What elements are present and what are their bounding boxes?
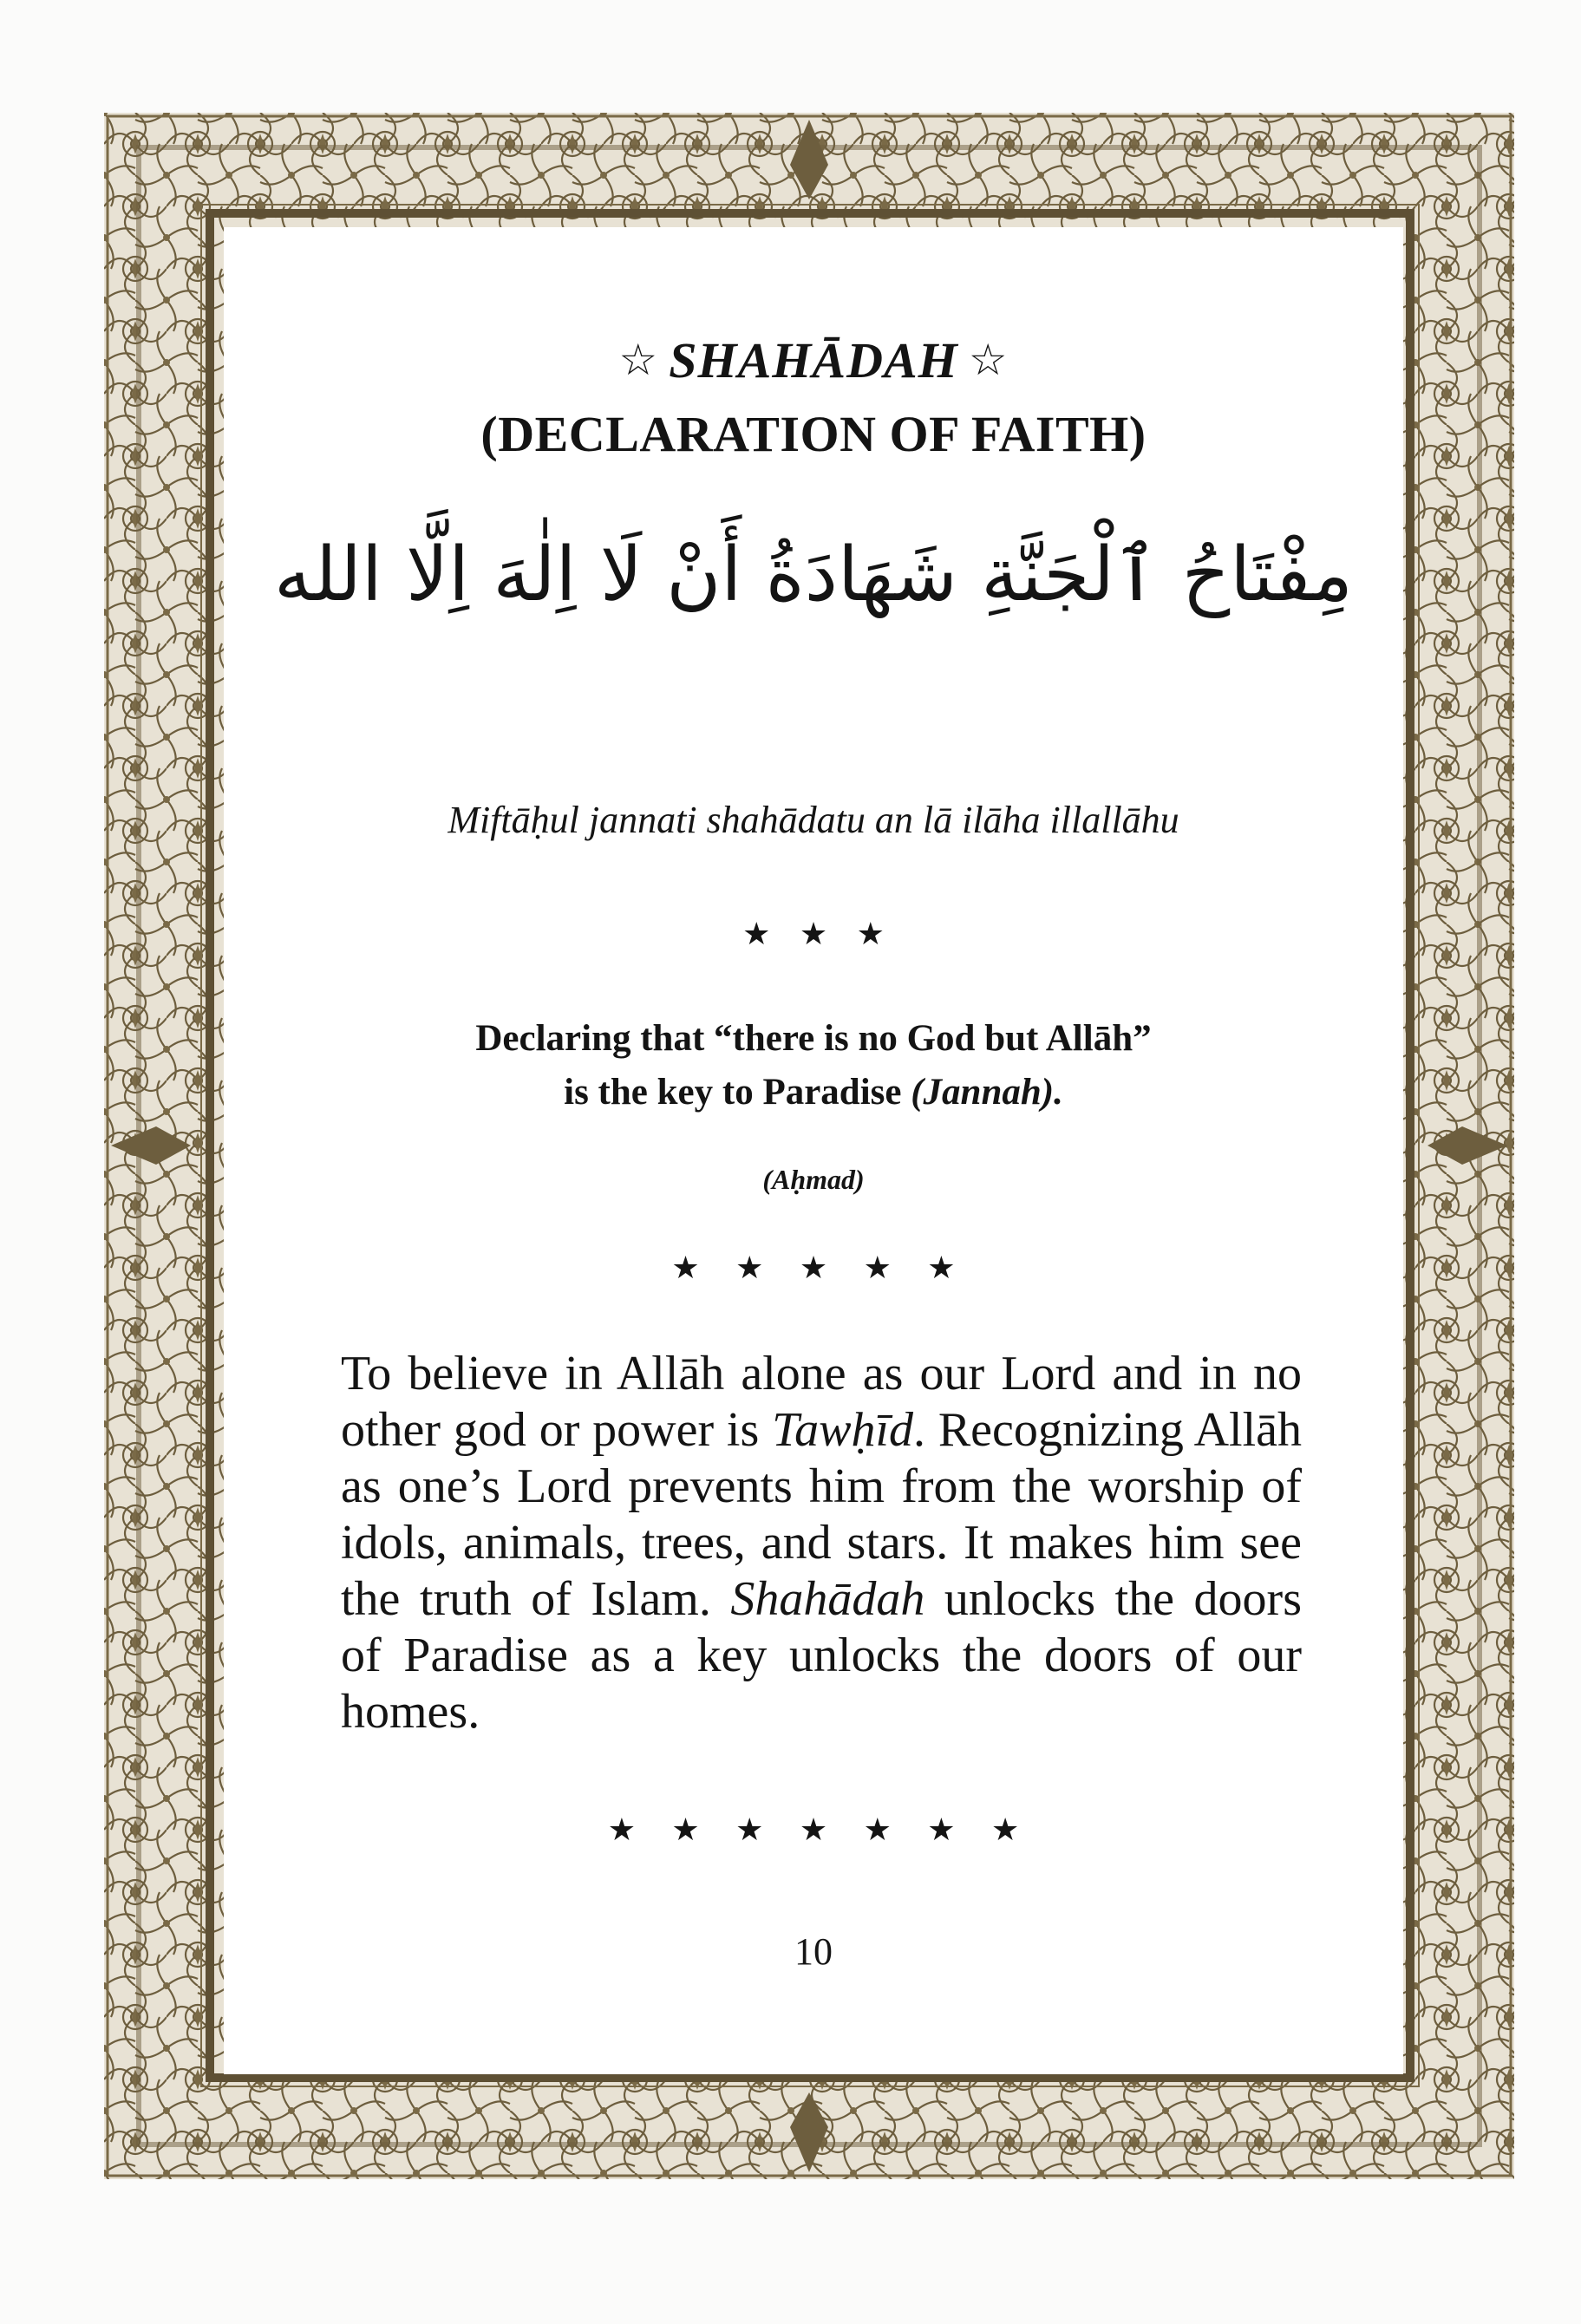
title-text: SHAHĀDAH bbox=[669, 332, 958, 388]
hadith-line-2-text: is the key to Paradise bbox=[564, 1072, 911, 1113]
transliteration: Miftāḥul jannati shahādatu an lā ilāha illallāhu bbox=[448, 799, 1179, 841]
left-star-icon: ☆ bbox=[618, 336, 659, 384]
page-content bbox=[224, 227, 1403, 2074]
star-divider-five: ★ ★ ★ ★ ★ bbox=[671, 1250, 956, 1286]
right-star-icon: ☆ bbox=[968, 336, 1009, 384]
star-divider-seven: ★ ★ ★ ★ ★ ★ ★ bbox=[607, 1812, 1020, 1848]
hadith-line-2 bbox=[224, 1066, 1403, 1120]
hadith-line-1: Declaring that “there is no God but Allāh” bbox=[475, 1018, 1152, 1059]
page-number: 10 bbox=[794, 1930, 833, 1973]
paragraph-part-1: To believe in Allāh alone as our Lord and in no other god or power is bbox=[341, 1347, 1302, 1457]
page-subtitle: (DECLARATION OF FAITH) bbox=[480, 406, 1147, 462]
paragraph-italic-tawhid: Tawḥīd bbox=[772, 1403, 914, 1457]
hadith-line-2-italic: (Jannah). bbox=[911, 1072, 1063, 1113]
paragraph-italic-shahadah: Shahādah bbox=[730, 1572, 925, 1626]
paragraph-part-2: . Recognizing Allāh as one’s Lord prevents him from the worship of idols, animals, trees, and stars. It makes him see the truth of Islam. bbox=[341, 1403, 1303, 1626]
arabic-verse: مِفْتَاحُ ٱلْجَنَّةِ شَهَادَةُ أَنْ لَا اِلٰهَ اِلَّا الله bbox=[274, 532, 1353, 618]
page-title bbox=[224, 331, 1403, 389]
hadith-text bbox=[224, 1012, 1403, 1120]
body-paragraph bbox=[341, 1346, 1302, 1740]
paragraph-part-3: unlocks the doors of Paradise as a key unlocks the doors of our homes. bbox=[341, 1572, 1303, 1739]
hadith-reference: (Aḥmad) bbox=[762, 1164, 865, 1195]
star-divider-three: ★ ★ ★ bbox=[742, 917, 885, 952]
